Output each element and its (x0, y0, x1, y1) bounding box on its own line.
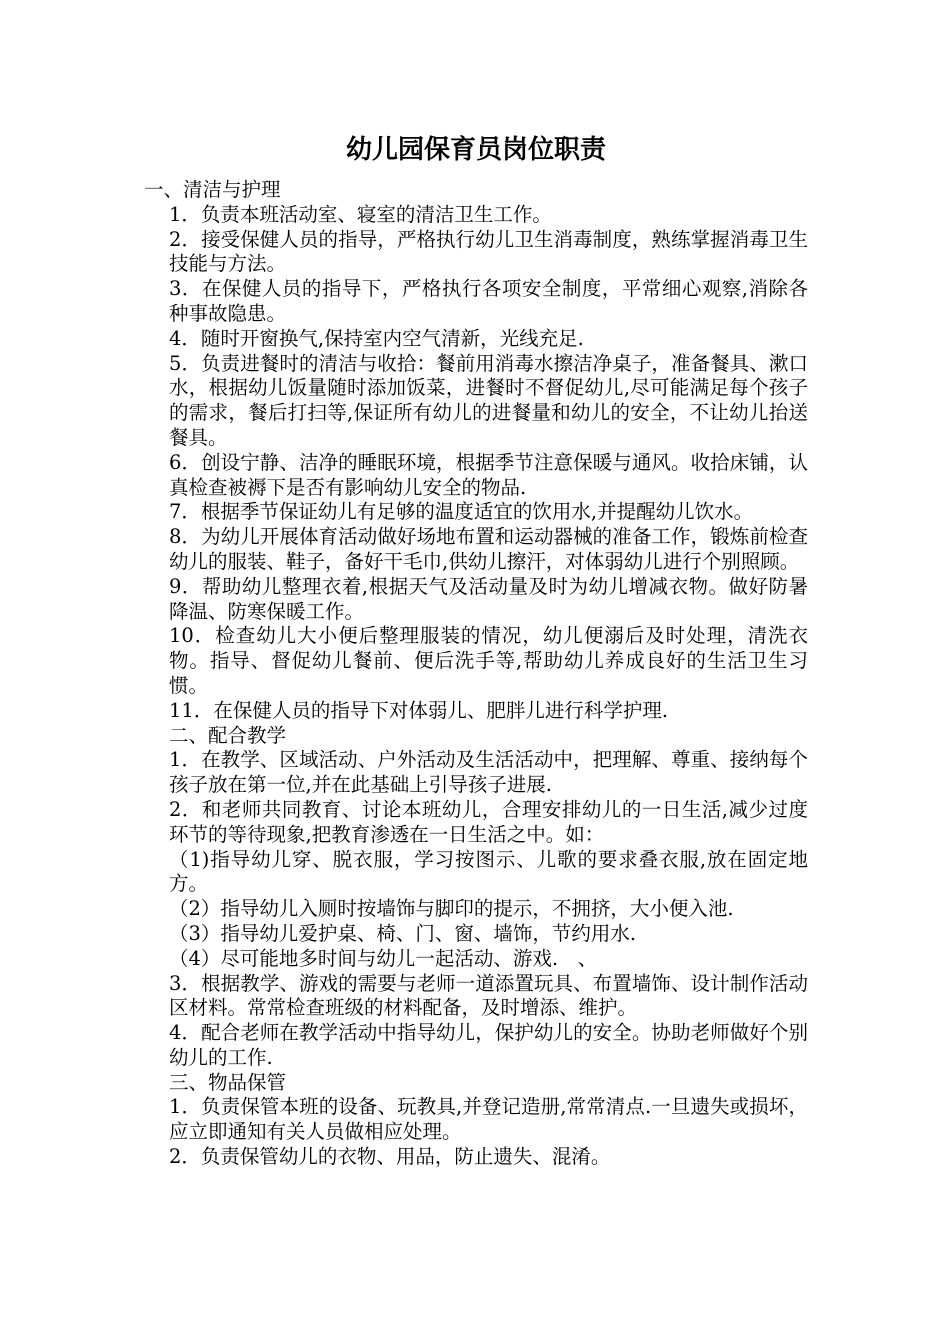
document-page (144, 130, 808, 1170)
paragraph-10: 9．帮助幼儿整理衣着,根据天气及活动量及时为幼儿增减衣物。做好防暑降温、防寒保暖工作。 (169, 574, 808, 623)
paragraph-4: 3．在保健人员的指导下，严格执行各项安全制度，平常细心观察,消除各种事故隐患。 (169, 277, 808, 325)
paragraph-2: 1．负责本班活动室、寝室的清洁卫生工作。 (169, 202, 552, 226)
paragraph-14: 1．在教学、区域活动、户外活动及生活活动中，把理解、尊重、接纳每个孩子放在第一位,并在此基础上引导孩子进展. (169, 748, 808, 797)
document-title: 幼儿园保育员岗位职责 (345, 135, 606, 165)
paragraph-24: 2．负责保管幼儿的衣物、用品，防止遗失、混淆。 (169, 1145, 611, 1169)
paragraph-1: 一、清洁与护理 (144, 178, 281, 201)
paragraph-12: 11．在保健人员的指导下对体弱儿、肥胖儿进行科学护理. (169, 698, 669, 722)
paragraph-21: 4．配合老师在教学活动中指导幼儿，保护幼儿的安全。协助老师做好个别幼儿的工作. (169, 1021, 808, 1069)
paragraph-23: 1．负责保管本班的设备、玩教具,并登记造册,常常清点.一旦遗失或损坏，应立即通知有关人员做相应处理。 (169, 1095, 808, 1144)
paragraph-19: （4）尽可能地多时间与幼儿一起活动、游戏. 、 (169, 946, 598, 970)
paragraph-16: （1)指导幼儿穿、脱衣服，学习按图示、儿歌的要求叠衣服,放在固定地方。 (169, 847, 808, 896)
paragraph-7: 6．创设宁静、洁净的睡眠环境，根据季节注意保暖与通风。收拾床铺，认真检查被褥下是否有影响幼儿安全的物品. (169, 450, 808, 499)
paragraph-22: 三、物品保管 (169, 1070, 287, 1094)
paragraph-3: 2．接受保健人员的指导，严格执行幼儿卫生消毒制度，熟练掌握消毒卫生技能与方法。 (169, 227, 808, 276)
paragraph-5: 4．随时开窗换气,保持室内空气清新，光线充足. (169, 326, 584, 350)
paragraph-11: 10．检查幼儿大小便后整理服装的情况，幼儿便溺后及时处理，清洗衣物。指导、督促幼儿餐前、便后洗手等,帮助幼儿养成良好的生活卫生习惯。 (169, 624, 808, 697)
paragraph-20: 3．根据教学、游戏的需要与老师一道添置玩具、布置墙饰、设计制作活动区材料。常常检查班级的材料配备，及时增添、维护。 (169, 971, 808, 1020)
paragraph-18: （3）指导幼儿爱护桌、椅、门、窗、墙饰，节约用水. (169, 921, 637, 945)
paragraph-9: 8．为幼儿开展体育活动做好场地布置和运动器械的准备工作，锻炼前检查幼儿的服装、鞋子，备好干毛巾,供幼儿擦汗，对体弱幼儿进行个别照顾。 (169, 525, 808, 573)
paragraph-6: 5．负责进餐时的清洁与收拾：餐前用消毒水擦洁净桌子，准备餐具、漱口水，根据幼儿饭量随时添加饭菜，进餐时不督促幼儿,尽可能满足每个孩子的需求，餐后打扫等,保证所有幼儿的进餐量和幼儿的安全，不让幼儿抬送餐具。 (169, 351, 808, 449)
paragraph-17: （2）指导幼儿入厕时按墙饰与脚印的提示，不拥挤，大小便入池. (169, 897, 734, 921)
paragraph-8: 7．根据季节保证幼儿有足够的温度适宜的饮用水,并提醒幼儿饮水。 (169, 500, 754, 524)
paragraph-15: 2．和老师共同教育、讨论本班幼儿，合理安排幼儿的一日生活,减少过度环节的等待现象,把教育渗透在一日生活之中。如： (169, 797, 808, 846)
document-body (144, 178, 808, 1170)
paragraph-13: 二、配合教学 (169, 723, 287, 747)
